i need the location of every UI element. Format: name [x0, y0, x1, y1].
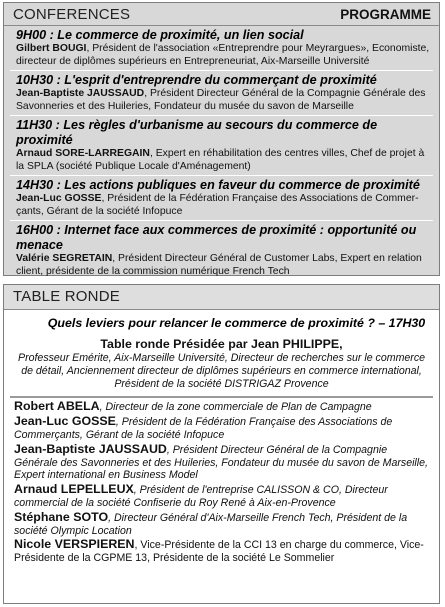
session-item — [10, 26, 433, 71]
participant-name: Jean-Luc GOSSE — [14, 414, 116, 429]
participant-item — [14, 443, 429, 482]
session-description — [16, 88, 431, 113]
session-title: 9H00 : Le commerce de proximité, un lien social — [16, 28, 304, 42]
participant-role: , Vice-Présidente de la CCI 13 en charge du commerce, Vice-Présidente de la CGPME 13, Présidente de la société Le Sommelier — [14, 539, 424, 565]
speaker-role: , Président Directeur Général de Customer Labs, Expert en relation client, présidente de la commission numérique French Tech — [16, 253, 422, 277]
speaker-name: Arnaud SORE-LARREGAIN — [16, 148, 150, 159]
table-ronde-panel — [3, 284, 440, 604]
chair-block — [4, 335, 439, 394]
participant-item — [14, 415, 429, 442]
participant-item — [14, 538, 429, 565]
table-ronde-title: TABLE RONDE — [13, 288, 120, 305]
session-description — [16, 253, 431, 278]
participant-role: , Président Directeur Général de la Compagnie Générale des Savonneries et des Huileries, Fondateur du musée du savon de Marseille, Expert international en Business Model — [14, 443, 428, 482]
conferences-header — [4, 3, 439, 26]
speaker-name: Jean-Luc GOSSE — [16, 193, 102, 204]
participant-role: , Directeur de la zone commerciale de Plan de Campagne — [99, 401, 372, 414]
session-description — [16, 43, 431, 68]
participant-name: Arnaud LEPELLEUX — [14, 482, 134, 497]
session-item — [10, 176, 433, 221]
chair-description: Professeur Emérite, Aix-Marseille Université, Directeur de recherches sur le commerce de détail, Anciennement directeur de diplômes supérieurs en commerce international, Président de la société DISTRIGAZ Provence — [18, 352, 426, 390]
conferences-panel — [3, 2, 440, 276]
participant-role: , Président de l'entreprise CALISSON & CO, Directeur commercial de la société Confiserie du Roy René à Aix-en-Provence — [14, 484, 388, 509]
participant-role: , Directeur Général d'Aix-Marseille French Tech, Président de la société Olympic Location — [14, 511, 408, 537]
session-item — [10, 71, 433, 116]
session-title: 14H30 : Les actions publiques en faveur du commerce de proximité — [16, 178, 420, 192]
participant-name: Stéphane SOTO — [14, 509, 109, 524]
session-title: 10H30 : L'esprit d'entreprendre du commerçant de proximité — [16, 73, 377, 87]
session-title: 11H30 : Les règles d'urbanisme au secours du commerce de proximité — [16, 118, 378, 147]
session-description — [16, 193, 431, 218]
speaker-name: Gilbert BOUGI — [16, 43, 87, 54]
chair-heading: Table ronde Présidée par Jean PHILIPPE, — [100, 337, 343, 351]
conferences-title: CONFERENCES — [13, 6, 131, 23]
participants-list — [10, 396, 433, 565]
table-ronde-header — [4, 285, 439, 310]
participant-name: Nicole VERSPIEREN — [14, 537, 135, 552]
speaker-role: , Président de l'association «Entreprendre pour Meyrargues», Economiste, directeur de diplômes supérieurs en Entrepreneuriat, Aix-Marseille Université — [16, 43, 430, 67]
speaker-role: , Président de la Fédération Française des Associations de Commer-çants, Gérant de la société Infopuce — [16, 193, 419, 217]
speaker-role: , Président Directeur Général de la Compagnie Générale des Savonneries et des Huileries, Fondateur du musée du savon de Marseille — [16, 88, 426, 112]
speaker-role: , Expert en réhabilitation des centres villes, Chef de projet à la SPLA (société Publique Locale d'Aménagement) — [16, 148, 425, 172]
participant-role: , Président de la Fédération Française des Associations de Commerçants, Gérant de la société Infopuce — [14, 416, 393, 441]
participant-item — [14, 483, 429, 510]
session-title: 16H00 : Internet face aux commerces de proximité : opportunité ou menace — [16, 223, 417, 252]
participant-name: Jean-Baptiste JAUSSAUD — [14, 441, 167, 456]
participant-name: Robert ABELA — [14, 399, 100, 414]
speaker-name: Valérie SEGRETAIN — [16, 253, 113, 264]
participant-item — [14, 511, 429, 538]
session-description — [16, 148, 431, 173]
session-item — [10, 116, 433, 176]
speaker-name: Jean-Baptiste JAUSSAUD — [16, 88, 145, 99]
programme-label: PROGRAMME — [340, 7, 431, 22]
sessions-list — [10, 26, 433, 280]
participant-item — [14, 400, 429, 414]
session-item — [10, 221, 433, 280]
round-table-question: Quels leviers pour relancer le commerce de proximité ? – 17H30 — [47, 316, 426, 330]
